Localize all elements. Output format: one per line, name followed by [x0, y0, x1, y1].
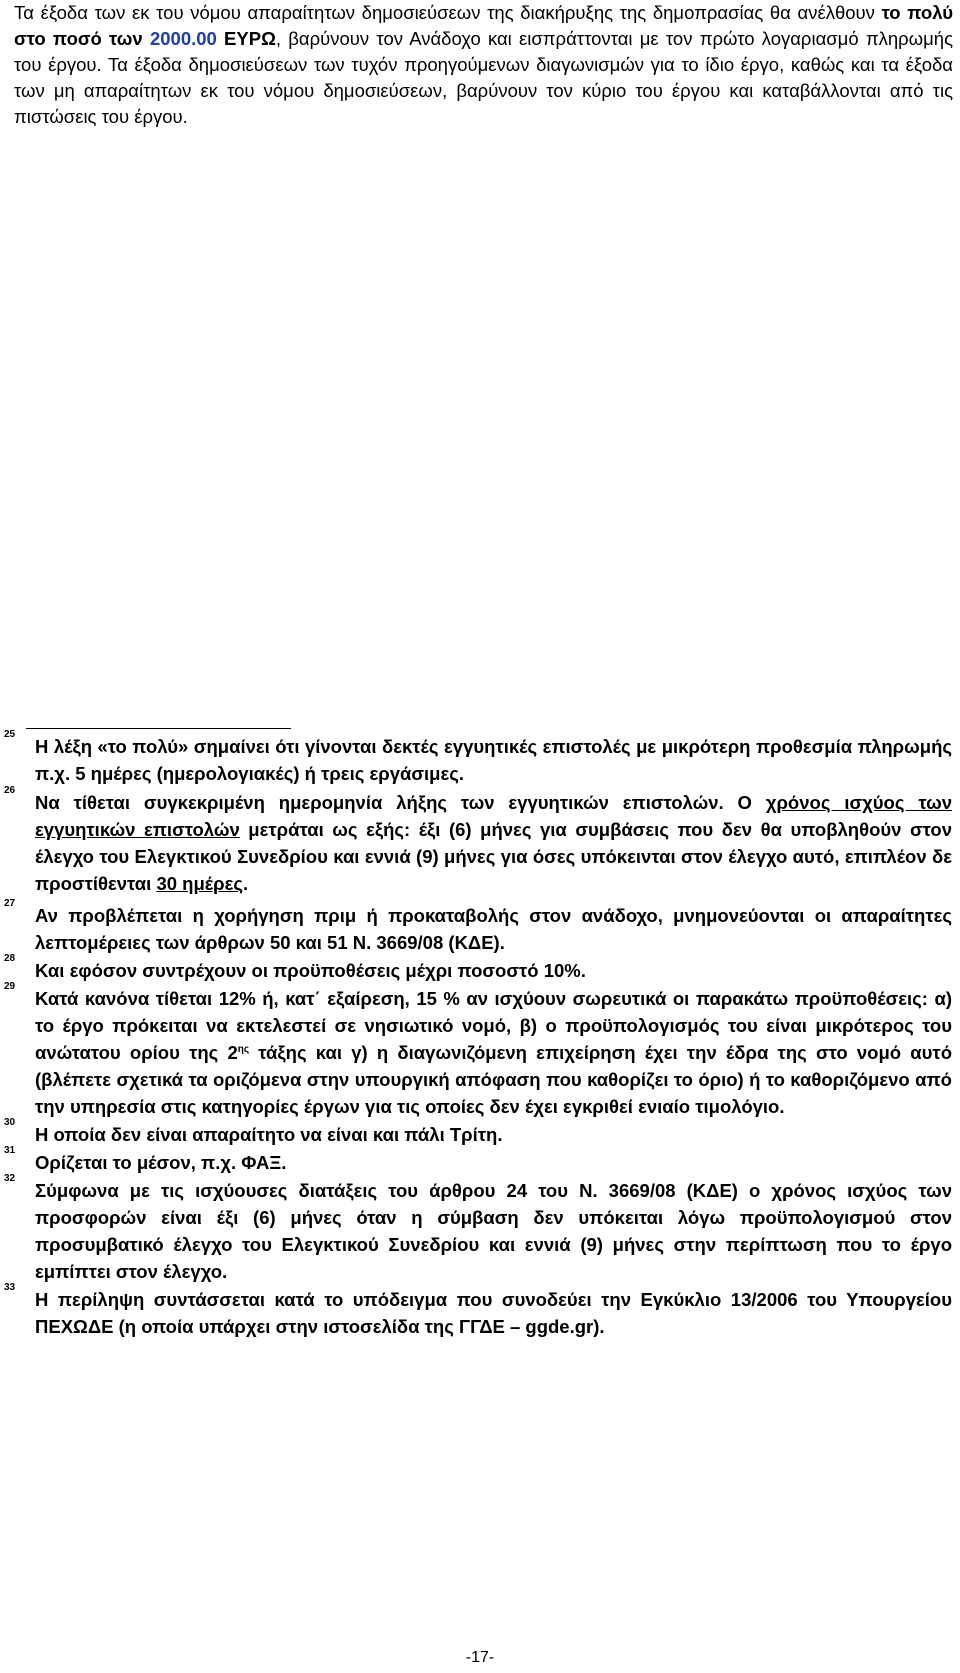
footnote-text: τάξης και γ) η διαγωνιζόμενη επιχείρηση έχει την έδρα της στο νομό αυτό (βλέπετε σχετικά τα οριζόμενα στην υπουργική απόφαση που καθορίζει το όριο) ή το καθοριζόμενο από την υπηρεσία στις κατηγορίες έργων για τις οποίες δεν έχει εγκριθεί ενιαίο τιμολόγιο.: [35, 1042, 952, 1117]
footnote-29: [0, 981, 960, 1120]
footnote-number: 32: [4, 1173, 16, 1184]
footnote-separator: [26, 728, 291, 729]
footnote-number: 26: [4, 785, 16, 796]
footnote-text: Και εφόσον συντρέχουν οι προϋποθέσεις μέχρι ποσοστό 10%.: [35, 960, 586, 981]
body-paragraph: [14, 0, 953, 130]
footnote-number: 28: [4, 953, 16, 964]
footnote-number: 30: [4, 1117, 16, 1128]
footnotes: [0, 731, 960, 1340]
footnote-number: 29: [4, 981, 16, 992]
footnote-text: .: [242, 873, 249, 894]
footnote-text: Η λέξη «το πολύ» σημαίνει ότι γίνονται δεκτές εγγυητικές επιστολές με μικρότερη προθεσμία πληρωμής π.χ. 5 ημέρες (ημερολογιακές) ή τρεις εργάσιμες.: [35, 736, 952, 784]
footnote-30: [0, 1117, 960, 1148]
footnote-31: [0, 1145, 960, 1176]
footnote-33: [0, 1282, 960, 1340]
footnote-underlined-days: 30 ημέρες: [156, 873, 243, 894]
footnote-text: Κατά κανόνα τίθεται 12% ή, κατ΄ εξαίρεση, 15 % αν ισχύουν σωρευτικά οι παρακάτω προϋποθέσεις: α) το έργο πρόκειται να εκτελεστεί σε νησιωτικό νομό, β) ο προϋπολογισμός του είναι μικρότερος του ανώτατου ορίου της 2: [35, 988, 952, 1063]
footnote-text: Αν προβλέπεται η χορήγηση πριμ ή προκαταβολής στον ανάδοχο, μνημονεύονται οι απαραίτητες λεπτομέρειες των άρθρων 50 και 51 Ν. 3669/08 (ΚΔΕ).: [35, 905, 952, 953]
footnote-underlined-phrase: χρόνος ισχύος των εγγυητικών επιστολών: [35, 792, 952, 840]
footnote-number: 27: [4, 898, 16, 909]
footnote-text: Η περίληψη συντάσσεται κατά το υπόδειγμα που συνοδεύει την Εγκύκλιο 13/2006 του Υπουργείου ΠΕΧΩΔΕ (η οποία υπάρχει στην ιστοσελίδα της ΓΓΔΕ – ggde.gr).: [35, 1289, 952, 1337]
footnote-number: 33: [4, 1282, 16, 1293]
footnote-text: Ορίζεται το μέσον, π.χ. ΦΑΞ.: [35, 1152, 287, 1173]
footnote-text: Να τίθεται συγκεκριμένη ημερομηνία λήξης των εγγυητικών επιστολών. Ο: [35, 792, 766, 813]
footnote-text: μετράται ως εξής: έξι (6) μήνες για συμβάσεις που δεν θα υποβληθούν στον έλεγχο του Ελεγκτικού Συνεδρίου και εννιά (9) μήνες για όσες υπόκεινται στον έλεγχο αυτό, επιπλέον δε προστίθενται: [35, 819, 952, 894]
body-currency: ΕΥΡΩ: [216, 28, 276, 49]
footnote-text: Σύμφωνα με τις ισχύουσες διατάξεις του άρθρου 24 του Ν. 3669/08 (ΚΔΕ) ο χρόνος ισχύος των προσφορών είναι έξι (6) μήνες όταν η σύμβαση δεν υπόκειται λόγω προϋπολογισμού στον προσυμβατικό έλεγχο του Ελεγκτικού Συνεδρίου και εννιά (9) μήνες στην περίπτωση που το έργο εμπίπτει στον έλεγχο.: [35, 1180, 952, 1282]
footnote-25: [0, 729, 960, 787]
footnote-text: Η οποία δεν είναι απαραίτητο να είναι και πάλι Τρίτη.: [35, 1124, 503, 1145]
footnote-superscript: ης: [237, 1043, 250, 1055]
body-text-part-1: Τα έξοδα των εκ του νόμου απαραίτητων δημοσιεύσεων της διακήρυξης της δημοπρασίας θα ανέλθουν: [14, 2, 882, 23]
body-amount: 2000.00: [149, 28, 217, 49]
body-bold-limit: το πολύ στο ποσό των: [14, 2, 953, 49]
footnote-27: [0, 898, 960, 956]
body-text-part-2: , βαρύνουν τον Ανάδοχο και εισπράττονται με τον πρώτο λογαριασμό πληρωμής του έργου. Τα έξοδα δημοσιεύσεων των τυχόν προηγούμενων διαγωνισμών για το ίδιο έργο, καθώς και τα έξοδα των μη απαραίτητων εκ του νόμου δημοσιεύσεων, βαρύνουν τον κύριο του έργου και καταβάλλονται από τις πιστώσεις του έργου.: [14, 28, 953, 127]
footnote-26: [0, 785, 960, 897]
footnote-32: [0, 1173, 960, 1285]
footnote-28: [0, 953, 960, 984]
footnote-number: 25: [4, 729, 16, 740]
footnote-number: 31: [4, 1145, 16, 1156]
page-number: -17-: [465, 1649, 495, 1666]
